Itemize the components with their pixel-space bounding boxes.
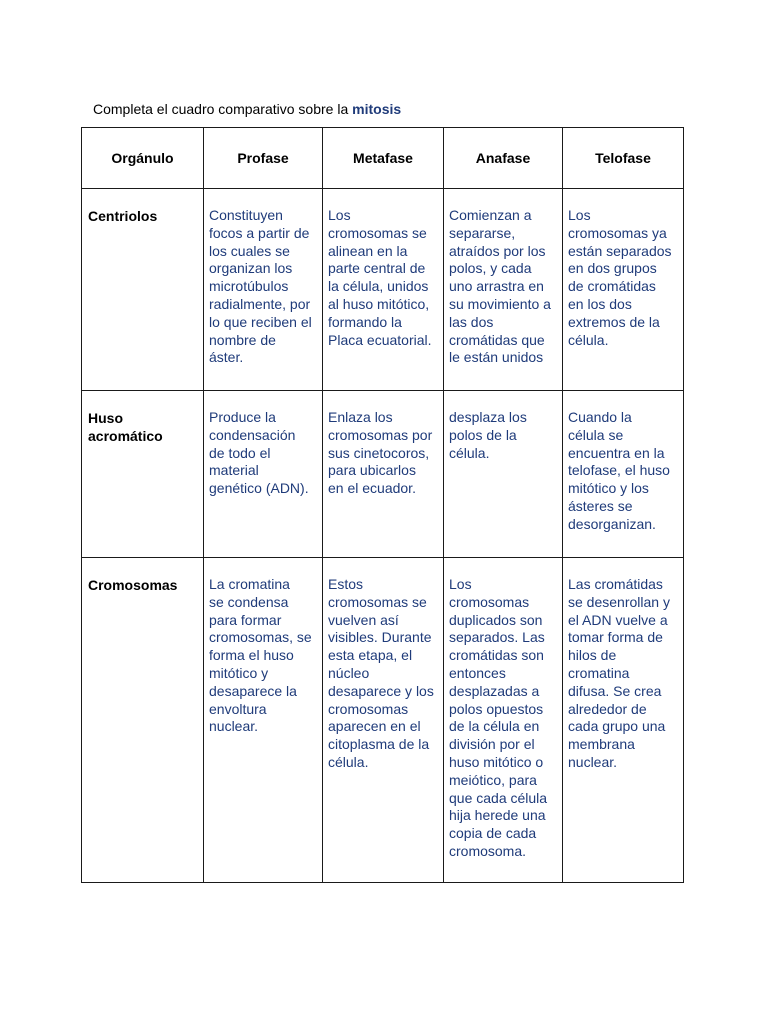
cell-centriolos-metafase: Los cromosomas se alinean en la parte central de la célula, unidos al huso mitótico, formando la Placa ecuatorial. xyxy=(323,189,444,391)
cell-centriolos-anafase: Comienzan a separarse, atraídos por los polos, y cada uno arrastra en su movimiento a las dos cromátidas que le están unidos xyxy=(444,189,563,391)
cell-centriolos-profase: Constituyen focos a partir de los cuales se organizan los microtúbulos radialmente, por lo que reciben el nombre de áster. xyxy=(204,189,323,391)
cell-cromosomas-anafase: Los cromosomas duplicados son separados. Las cromátidas son entonces desplazadas a polos opuestos de la célula en división por el huso mitótico o meiótico, para que cada célula hija herede una copia de cada cromosoma. xyxy=(444,558,563,883)
cell-cromosomas-profase: La cromatina se condensa para formar cromosomas, se forma el huso mitótico y desaparece la envoltura nuclear. xyxy=(204,558,323,883)
comparison-table xyxy=(81,127,684,883)
header-anafase: Anafase xyxy=(444,128,563,189)
header-profase: Profase xyxy=(204,128,323,189)
cell-centriolos-telofase: Los cromosomas ya están separados en dos grupos de cromátidas en los dos extremos de la célula. xyxy=(563,189,684,391)
table-row-huso xyxy=(82,391,684,558)
cell-cromosomas-metafase: Estos cromosomas se vuelven así visibles. Durante esta etapa, el núcleo desaparece y los cromosomas aparecen en el citoplasma de la célula. xyxy=(323,558,444,883)
row-label: Cromosomas xyxy=(82,558,204,883)
header-metafase: Metafase xyxy=(323,128,444,189)
header-organulo: Orgánulo xyxy=(82,128,204,189)
header-telofase: Telofase xyxy=(563,128,684,189)
table-row-cromosomas xyxy=(82,558,684,883)
row-label: Centriolos xyxy=(82,189,204,391)
table-row-centriolos xyxy=(82,189,684,391)
cell-cromosomas-telofase: Las cromátidas se desenrollan y el ADN vuelve a tomar forma de hilos de cromatina difusa. Se crea alrededor de cada grupo una membrana nuclear. xyxy=(563,558,684,883)
instruction-prefix: Completa el cuadro comparativo sobre la xyxy=(93,101,353,117)
cell-huso-anafase: desplaza los polos de la célula. xyxy=(444,391,563,558)
instruction-text xyxy=(93,101,401,118)
cell-huso-profase: Produce la condensación de todo el material genético (ADN). xyxy=(204,391,323,558)
cell-huso-metafase: Enlaza los cromosomas por sus cinetocoros, para ubicarlos en el ecuador. xyxy=(323,391,444,558)
instruction-highlight: mitosis xyxy=(352,101,402,117)
row-label: Huso acromático xyxy=(82,391,204,558)
header-row xyxy=(82,128,684,189)
cell-huso-telofase: Cuando la célula se encuentra en la telofase, el huso mitótico y los ásteres se desorganizan. xyxy=(563,391,684,558)
